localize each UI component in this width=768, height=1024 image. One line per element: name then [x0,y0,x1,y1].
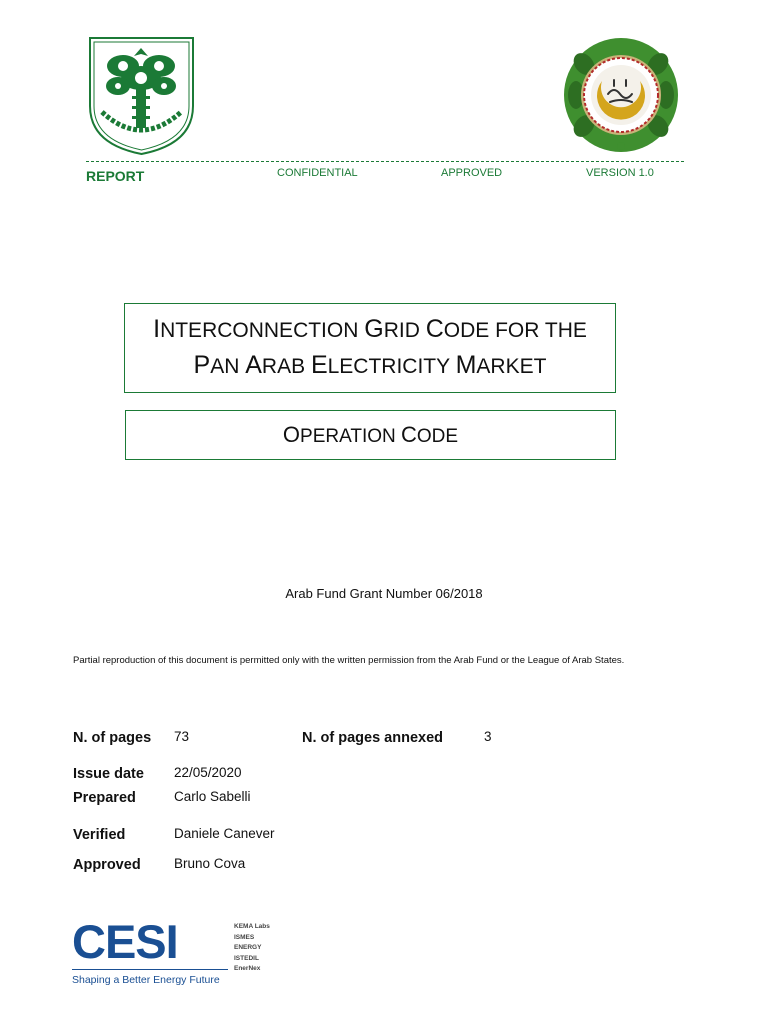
document-subtitle: OPERATION CODE [282,422,459,447]
partner-logo: KEMA Labs [234,923,270,930]
document-title-box [124,303,616,393]
pages-value: 73 [174,729,190,744]
arab-league-emblem-icon [562,36,680,154]
version-label: VERSION 1.0 [586,167,654,179]
issue-date-value: 22/05/2020 [174,765,242,780]
partner-logo: ENERGY [234,944,262,951]
cesi-rule [72,969,228,970]
verified-value: Daniele Canever [174,826,275,841]
issue-date-label: Issue date [73,766,144,782]
pages-label: N. of pages [73,730,152,746]
document-type-label: REPORT [86,168,145,184]
classification-label: CONFIDENTIAL [277,167,358,179]
partner-logo: EnerNex [234,965,261,972]
partner-logo: ISTEDIL [234,954,259,962]
prepared-label: Prepared [73,790,136,806]
reproduction-notice: Partial reproduction of this document is permitted only with the written permission from the Arab Fund or the League of Arab States. [73,655,625,666]
prepared-value: Carlo Sabelli [174,789,251,804]
status-label: APPROVED [441,167,503,179]
annexed-value: 3 [484,729,492,744]
header-dashed-divider [86,161,684,162]
approved-value: Bruno Cova [174,856,246,871]
partner-logo: ISMES [234,933,255,941]
arab-fund-tree-emblem-icon [88,36,195,156]
annexed-label: N. of pages annexed [302,730,444,746]
document-title: INTERCONNECTION GRID CODE FOR THE PAN ARAB ELECTRICITY MARKET [153,315,587,379]
cesi-brand: CESI [72,915,178,968]
cesi-logo [72,917,232,987]
partner-logos [234,922,284,986]
approved-label: Approved [73,857,141,873]
document-subtitle-box [125,410,616,460]
grant-number: Arab Fund Grant Number 06/2018 [285,586,483,601]
verified-label: Verified [73,827,126,843]
cesi-tagline: Shaping a Better Energy Future [72,974,220,986]
